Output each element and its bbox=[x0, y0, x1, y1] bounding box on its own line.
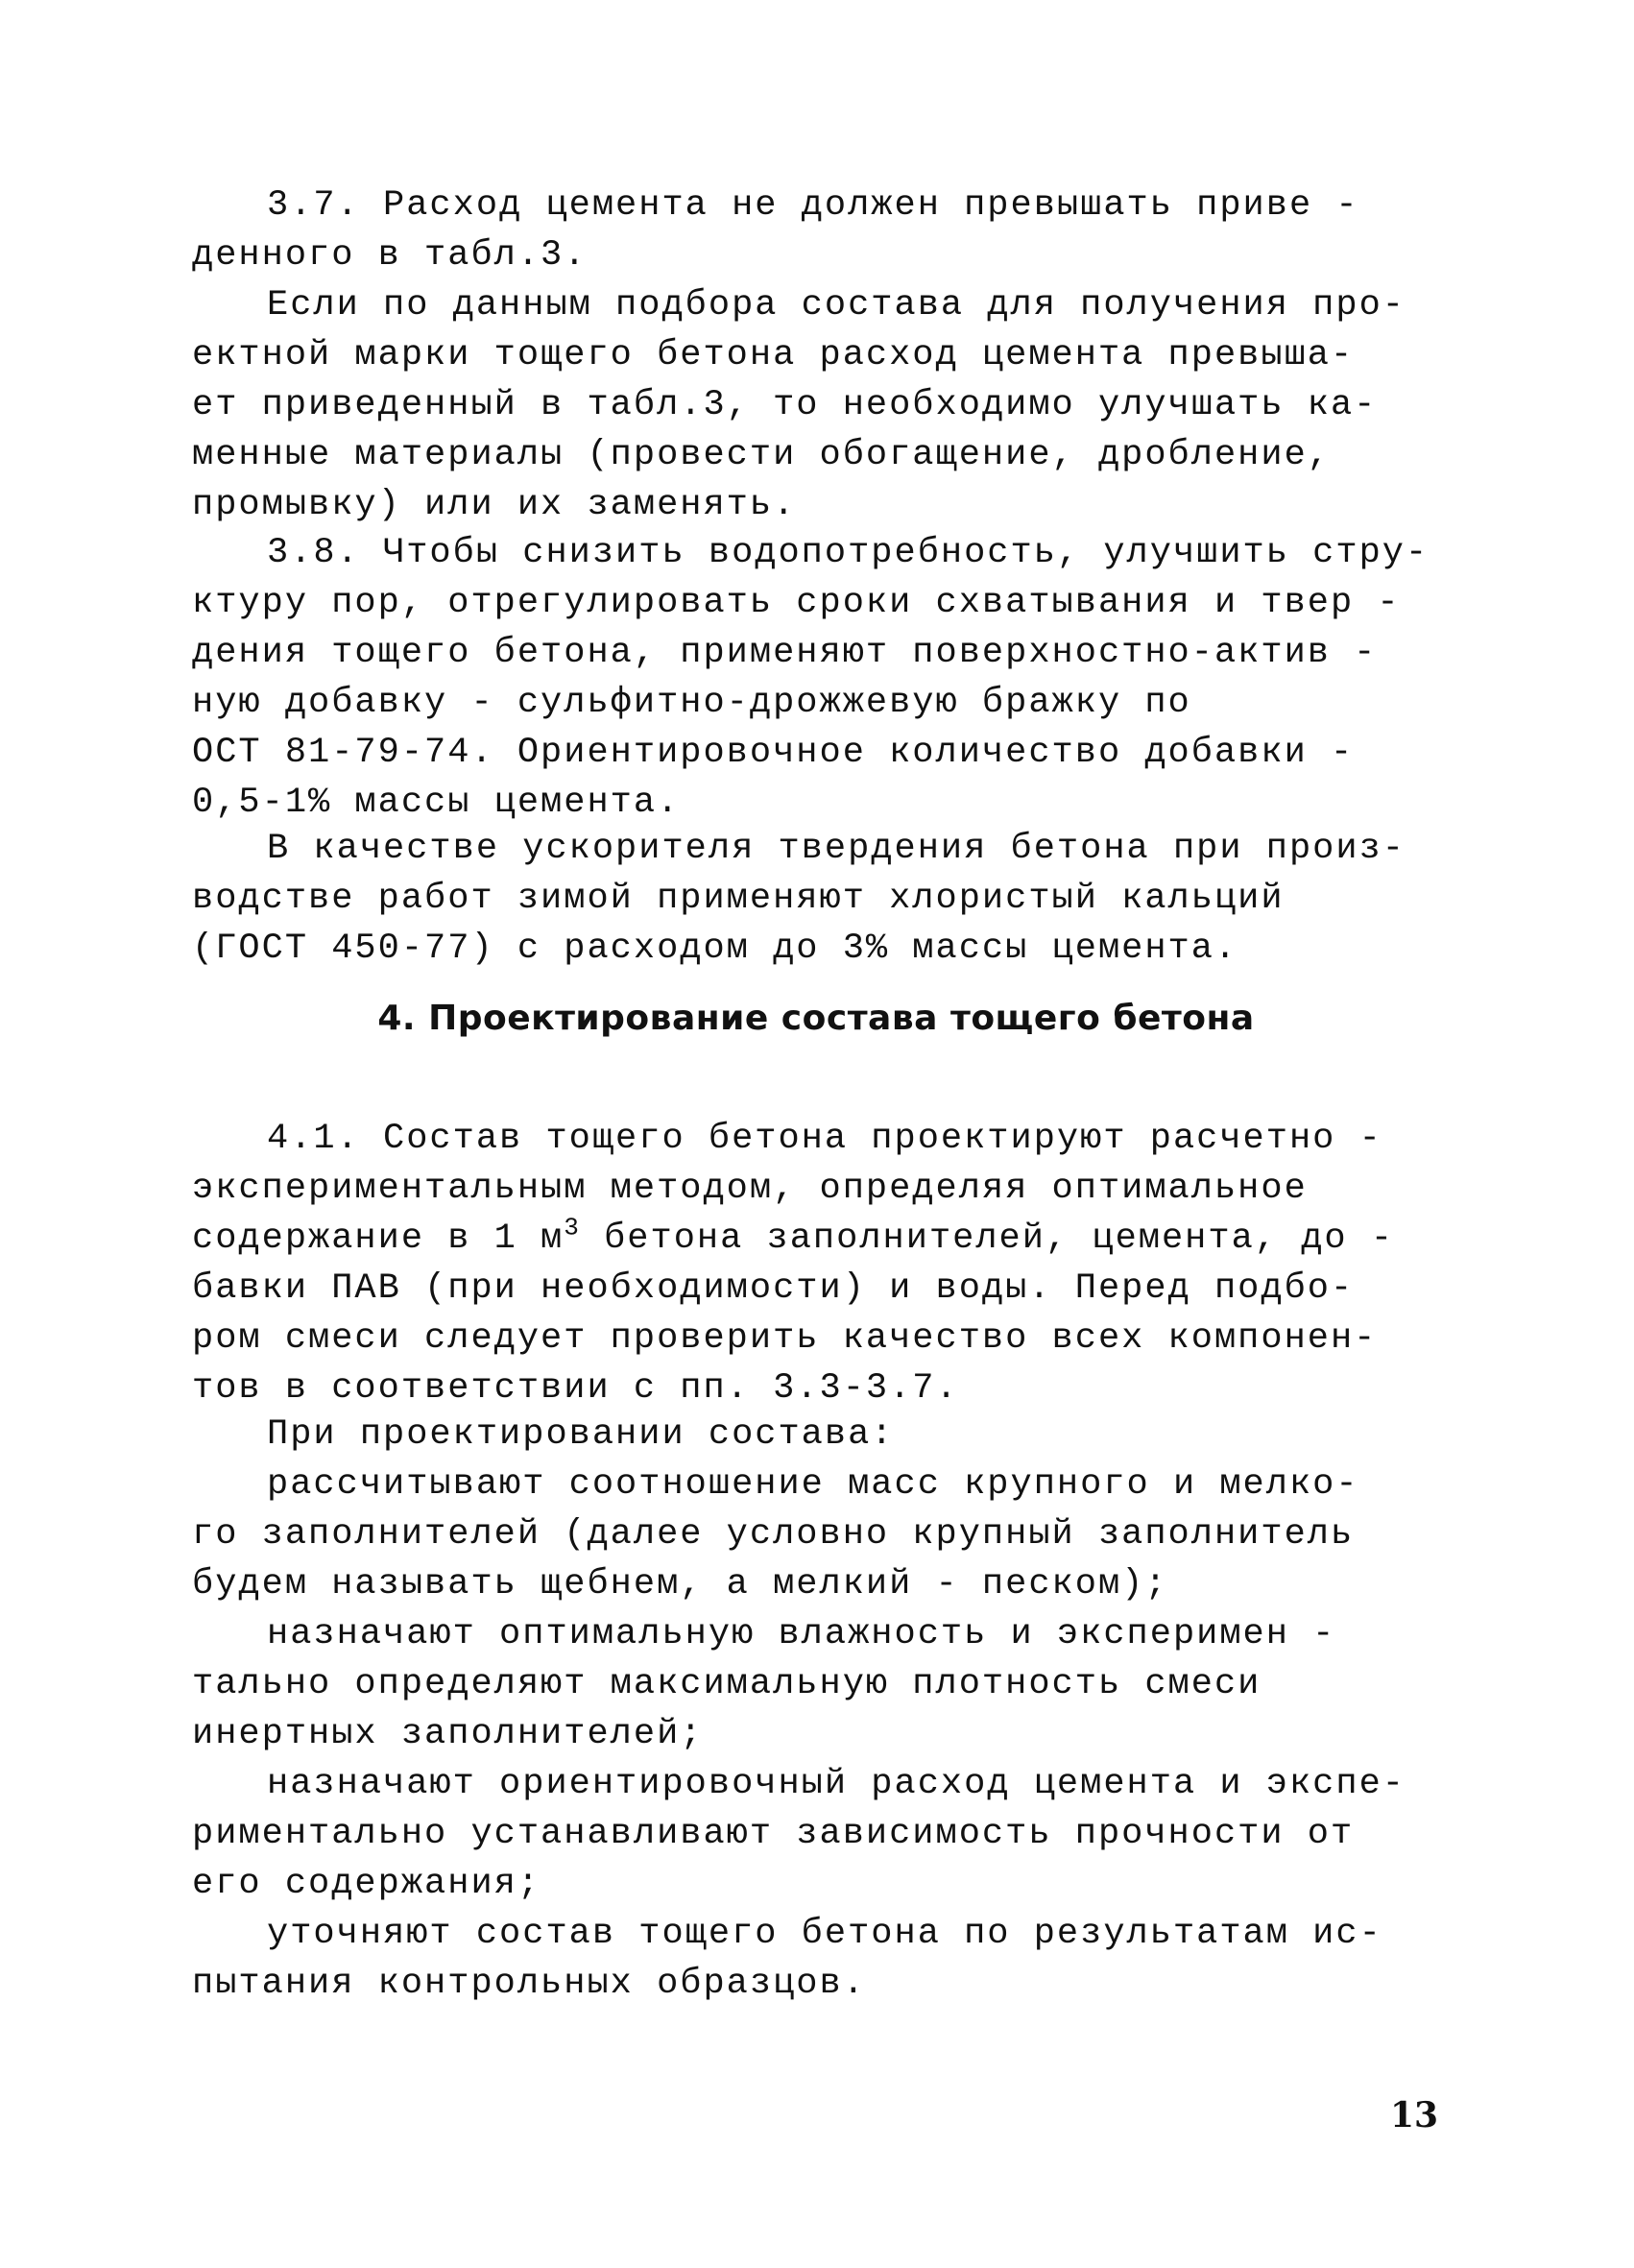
list-item-2 bbox=[192, 1609, 1440, 1759]
section-heading: 4. Проектирование состава тощего бетона bbox=[377, 999, 1255, 1038]
text-line: тов в соответствии с пп. 3.3-3.7. bbox=[192, 1368, 959, 1409]
text-line: пытания контрольных образцов. bbox=[192, 1964, 866, 2004]
paragraph-4-1 bbox=[192, 1114, 1440, 1413]
text-fragment: бетона заполнителей, цемента, до - bbox=[604, 1218, 1395, 1259]
paragraph-3-7-continued bbox=[192, 280, 1440, 530]
paragraph-3-8 bbox=[192, 528, 1440, 828]
text-line: промывку) или их заменять. bbox=[192, 485, 797, 525]
list-item-1 bbox=[192, 1460, 1440, 1609]
text-line: назначают ориентировочный расход цемента и экспе- bbox=[267, 1764, 1406, 1804]
text-line: его содержания; bbox=[192, 1864, 541, 1904]
text-line: ет приведенный в табл.3, то необходимо улучшать ка- bbox=[192, 385, 1378, 425]
text-line: го заполнителей (далее условно крупный заполнитель bbox=[192, 1514, 1355, 1555]
page-number: 13 bbox=[1390, 2095, 1439, 2135]
list-item-3 bbox=[192, 1759, 1440, 1909]
text-line: будем называть щебнем, а мелкий - песком); bbox=[192, 1564, 1168, 1604]
text-line: При проектировании состава: bbox=[267, 1414, 895, 1455]
superscript: 3 bbox=[564, 1213, 581, 1243]
text-line: экспериментальным методом, определяя оптимальное bbox=[192, 1169, 1308, 1209]
text-line: В качестве ускорителя твердения бетона при произ- bbox=[267, 829, 1406, 869]
text-line: уточняют состав тощего бетона по результатам ис- bbox=[267, 1914, 1382, 1954]
text-line: 4.1. Состав тощего бетона проектируют расчетно - bbox=[267, 1119, 1382, 1159]
text-line: 3.8. Чтобы снизить водопотребность, улучшить стру- bbox=[267, 533, 1430, 573]
paragraph-3-7 bbox=[192, 181, 1440, 280]
text-line: бавки ПАВ (при необходимости) и воды. Перед подбо- bbox=[192, 1268, 1355, 1309]
paragraph-design-intro bbox=[192, 1410, 1440, 1460]
list-item-4 bbox=[192, 1909, 1440, 2009]
text-line: назначают оптимальную влажность и эксперимен - bbox=[267, 1614, 1336, 1654]
text-line: 0,5-1% массы цемента. bbox=[192, 783, 681, 823]
text-line-with-superscript bbox=[192, 1214, 1440, 1264]
text-line: ктуру пор, отрегулировать сроки схватывания и твер - bbox=[192, 583, 1401, 623]
text-line: дения тощего бетона, применяют поверхностно-актив - bbox=[192, 633, 1378, 673]
text-line: ОСТ 81-79-74. Ориентировочное количество добавки - bbox=[192, 733, 1355, 773]
text-line: ром смеси следует проверить качество всех компонен- bbox=[192, 1318, 1378, 1359]
text-line: риментально устанавливают зависимость прочности от bbox=[192, 1814, 1355, 1854]
text-line: денного в табл.3. bbox=[192, 235, 588, 276]
text-line: рассчитывают соотношение масс крупного и мелко- bbox=[267, 1464, 1359, 1505]
text-line: водстве работ зимой применяют хлористый кальций bbox=[192, 879, 1285, 919]
text-line: инертных заполнителей; bbox=[192, 1714, 704, 1754]
text-line: (ГОСТ 450-77) с расходом до 3% массы цемента. bbox=[192, 929, 1238, 969]
text-line: ную добавку - сульфитно-дрожжевую бражку по bbox=[192, 683, 1191, 723]
text-line: Если по данным подбора состава для получения про- bbox=[267, 285, 1406, 326]
text-line: тально определяют максимальную плотность смеси bbox=[192, 1664, 1262, 1704]
text-fragment: содержание в 1 м bbox=[192, 1218, 565, 1259]
text-line: менные материалы (провести обогащение, дробление, bbox=[192, 435, 1331, 475]
text-line: ектной марки тощего бетона расход цемента превыша- bbox=[192, 335, 1355, 375]
text-line: 3.7. Расход цемента не должен превышать приве - bbox=[267, 185, 1359, 226]
paragraph-3-8-continued bbox=[192, 824, 1440, 974]
